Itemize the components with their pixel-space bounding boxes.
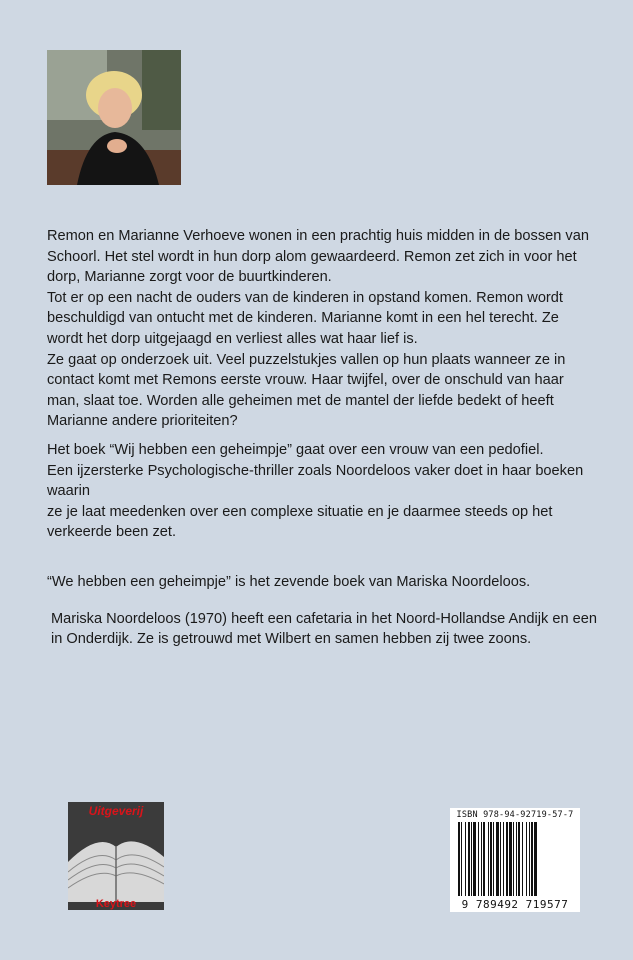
- summary-line: Remon en Marianne Verhoeve wonen in een prachtig huis midden in de bossen van: [47, 228, 589, 244]
- summary-line: wordt het dorp uitgejaagd en verliest alles wat haar lief is.: [47, 330, 418, 347]
- summary-line: man, slaat toe. Worden alle geheimen met de mantel der liefde bedekt of heeft: [47, 392, 554, 409]
- barcode-bar: [534, 822, 537, 896]
- isbn-label: ISBN 978-94-92719-57-7: [456, 810, 574, 820]
- summary-line: beschuldigd van ontucht met de kinderen. Marianne komt in een hel terecht. Ze: [47, 310, 559, 327]
- summary-line: Marianne andere prioriteiten?: [47, 413, 238, 430]
- author-photo: [47, 50, 181, 185]
- barcode-bar: [490, 822, 492, 896]
- about-line: Een ijzersterke Psychologische-thriller zoals Noordeloos vaker doet in haar boeken waarin: [47, 462, 584, 500]
- barcode-bar: [496, 822, 499, 896]
- barcode-bar: [509, 822, 512, 896]
- isbn-barcode: [450, 808, 580, 912]
- barcode-bar: [483, 822, 485, 896]
- barcode-bar: [513, 822, 514, 896]
- barcode-bar: [503, 822, 504, 896]
- barcode-number: 9 789492 719577: [461, 898, 569, 911]
- barcode-bar: [493, 822, 494, 896]
- barcode-bar: [531, 822, 533, 896]
- barcode-bars: [456, 822, 576, 896]
- barcode-bar: [500, 822, 501, 896]
- barcode-bar: [488, 822, 489, 896]
- barcode-bar: [481, 822, 482, 896]
- barcode-bar: [526, 822, 527, 896]
- barcode-bar: [473, 822, 476, 896]
- back-cover-text: [47, 226, 617, 650]
- barcode-bar: [522, 822, 523, 896]
- barcode-bar: [506, 822, 508, 896]
- summary-line: dorp, Marianne zorgt voor de buurtkinderen.: [47, 269, 332, 286]
- summary-line: Tot er op een nacht de ouders van de kinderen in opstand komen. Remon wordt: [47, 289, 563, 306]
- barcode-bar: [529, 822, 530, 896]
- barcode-bar: [461, 822, 462, 896]
- about-line: Het boek “Wij hebben een geheimpje” gaat over een vrouw van een pedofiel.: [47, 441, 544, 458]
- barcode-bar: [478, 822, 479, 896]
- open-book-image: [68, 802, 164, 910]
- seventh-book-line: “We hebben een geheimpje” is het zevende boek van Mariska Noordeloos.: [47, 573, 531, 590]
- publisher-logo: [68, 802, 164, 910]
- barcode-bar: [458, 822, 460, 896]
- barcode-bar: [471, 822, 472, 896]
- bio-line: Mariska Noordeloos (1970) heeft een cafetaria in het Noord-Hollandse Andijk en een: [51, 610, 597, 627]
- author-photo-image: [47, 50, 181, 185]
- barcode-bar: [518, 822, 520, 896]
- bio-line: in Onderdijk. Ze is getrouwd met Wilbert en samen hebben zij twee zoons.: [51, 631, 532, 648]
- summary-line: Ze gaat op onderzoek uit. Veel puzzelstukjes vallen op hun plaats wanneer ze in: [47, 351, 566, 368]
- publisher-name-top: Uitgeverij: [88, 804, 144, 818]
- publisher-name-bottom: Keytree: [95, 898, 137, 910]
- summary-line: Schoorl. Het stel wordt in hun dorp alom gewaardeerd. Remon zet zich in voor het: [47, 248, 577, 265]
- barcode-bar: [516, 822, 517, 896]
- about-line: ze je laat meedenken over een complexe situatie en je daarmee steeds op het: [47, 503, 553, 520]
- barcode-bar: [468, 822, 470, 896]
- summary-line: contact komt met Remons eerste vrouw. Haar twijfel, over de onschuld van haar: [47, 372, 564, 389]
- about-line: verkeerde been zet.: [47, 524, 176, 541]
- barcode-bar: [465, 822, 466, 896]
